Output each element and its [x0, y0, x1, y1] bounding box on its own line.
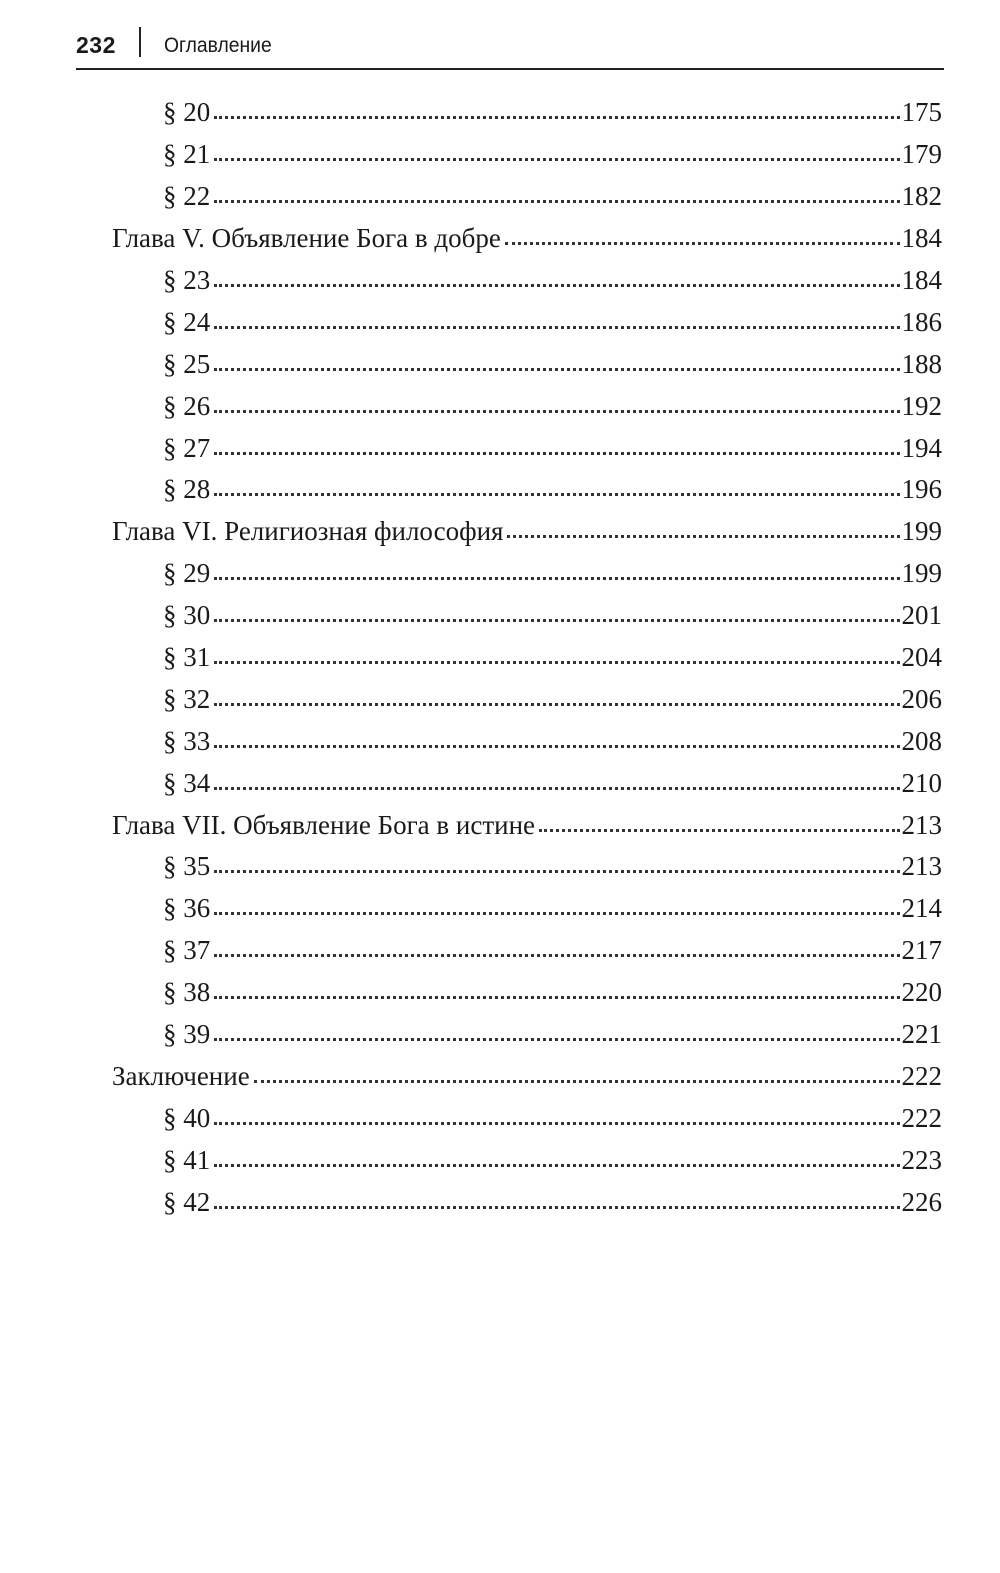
toc-section-entry [0, 1014, 1000, 1056]
dot-leader [214, 1206, 899, 1209]
dot-leader [214, 787, 899, 790]
toc-entry-label: Глава VII. Объявление Бога в истине [112, 809, 535, 840]
toc-entry-page-number: 199 [901, 516, 942, 547]
toc-section-entry [0, 678, 1000, 720]
toc-entry-page-number: 208 [901, 725, 942, 756]
dot-leader [505, 242, 900, 245]
dot-leader [214, 493, 899, 496]
toc-entry-page-number: 214 [901, 893, 942, 924]
toc-entry-label: § 36 [163, 893, 211, 924]
toc-entry-page-number: 213 [901, 851, 942, 882]
toc-section-entry [0, 1181, 1000, 1223]
toc-section-entry [0, 762, 1000, 804]
toc-entry-label: § 21 [163, 139, 211, 170]
toc-entry-label: § 30 [163, 600, 211, 631]
toc-section-entry [0, 427, 1000, 469]
toc-section-entry [0, 553, 1000, 595]
toc-entry-page-number: 182 [901, 181, 942, 212]
toc-entry-label: § 28 [163, 474, 211, 505]
toc-entry-label: § 41 [163, 1144, 211, 1175]
dot-leader [214, 1122, 899, 1125]
toc-entry-page-number: 210 [901, 767, 942, 798]
page-number: 232 [76, 32, 116, 58]
dot-leader [214, 410, 899, 413]
toc-entry-page-number: 175 [901, 97, 942, 128]
dot-leader [214, 1038, 899, 1041]
toc-chapter-entry [0, 1055, 1000, 1097]
dot-leader [214, 577, 899, 580]
toc-entry-label: § 31 [163, 642, 211, 673]
dot-leader [214, 661, 899, 664]
toc-section-entry [0, 301, 1000, 343]
toc-entry-page-number: 220 [901, 977, 942, 1008]
toc-section-entry [0, 595, 1000, 637]
dot-leader [214, 703, 899, 706]
header-divider [139, 27, 141, 57]
toc-entry-label: § 24 [163, 306, 211, 337]
toc-entry-page-number: 201 [901, 600, 942, 631]
toc-entry-page-number: 206 [901, 683, 942, 714]
toc-entry-page-number: 221 [901, 1019, 942, 1050]
toc-section-entry [0, 469, 1000, 511]
toc-section-entry [0, 930, 1000, 972]
dot-leader [214, 954, 899, 957]
dot-leader [507, 535, 899, 538]
toc-section-entry [0, 846, 1000, 888]
dot-leader [214, 452, 899, 455]
toc-entry-label: § 37 [163, 935, 211, 966]
dot-leader [254, 1080, 900, 1083]
toc-section-entry [0, 176, 1000, 218]
toc-entry-page-number: 199 [901, 558, 942, 589]
toc-entry-page-number: 194 [901, 432, 942, 463]
toc-section-entry [0, 92, 1000, 134]
toc-section-entry [0, 888, 1000, 930]
page-header [76, 22, 944, 70]
dot-leader [214, 912, 899, 915]
toc-entry-label: Глава VI. Религиозная философия [112, 516, 504, 547]
dot-leader [539, 829, 900, 832]
dot-leader [214, 1164, 899, 1167]
toc-entry-label: § 40 [163, 1102, 211, 1133]
running-title: Оглавление [164, 34, 272, 57]
toc-entry-page-number: 184 [901, 223, 942, 254]
dot-leader [214, 870, 899, 873]
table-of-contents [0, 92, 1000, 1223]
toc-entry-label: § 27 [163, 432, 211, 463]
toc-entry-page-number: 188 [901, 348, 942, 379]
toc-entry-label: § 25 [163, 348, 211, 379]
toc-entry-label: § 29 [163, 558, 211, 589]
toc-section-entry [0, 134, 1000, 176]
toc-section-entry [0, 1139, 1000, 1181]
toc-entry-page-number: 192 [901, 390, 942, 421]
dot-leader [214, 368, 899, 371]
dot-leader [214, 158, 899, 161]
toc-entry-page-number: 213 [901, 809, 942, 840]
toc-section-entry [0, 720, 1000, 762]
toc-section-entry [0, 1097, 1000, 1139]
toc-entry-label: § 23 [163, 265, 211, 295]
toc-entry-label: Заключение [112, 1060, 250, 1091]
toc-entry-page-number: 196 [901, 474, 942, 505]
toc-section-entry [0, 637, 1000, 679]
toc-section-entry [0, 972, 1000, 1014]
toc-entry-page-number: 184 [901, 265, 942, 295]
toc-entry-page-number: 222 [901, 1102, 942, 1133]
toc-entry-label: § 34 [163, 767, 211, 798]
toc-entry-page-number: 226 [901, 1186, 942, 1217]
toc-entry-page-number: 204 [901, 642, 942, 673]
toc-entry-page-number: 179 [901, 139, 942, 170]
dot-leader [214, 326, 899, 329]
toc-entry-label: Глава V. Объявление Бога в добре [112, 223, 501, 254]
toc-entry-label: § 35 [163, 851, 211, 882]
toc-entry-page-number: 186 [901, 306, 942, 337]
toc-entry-label: § 20 [163, 97, 211, 128]
dot-leader [214, 284, 899, 287]
toc-entry-page-number: 222 [901, 1060, 942, 1091]
dot-leader [214, 200, 899, 203]
dot-leader [214, 116, 899, 119]
dot-leader [214, 745, 899, 748]
toc-chapter-entry [0, 804, 1000, 846]
toc-section-entry [0, 343, 1000, 385]
toc-section-entry [0, 260, 1000, 302]
dot-leader [214, 619, 899, 622]
toc-chapter-entry [0, 218, 1000, 260]
toc-entry-label: § 39 [163, 1019, 211, 1050]
dot-leader [214, 996, 899, 999]
toc-entry-page-number: 217 [901, 935, 942, 966]
toc-section-entry [0, 385, 1000, 427]
toc-entry-label: § 42 [163, 1186, 211, 1217]
toc-entry-page-number: 223 [901, 1144, 942, 1175]
toc-entry-label: § 38 [163, 977, 211, 1008]
toc-entry-label: § 32 [163, 683, 211, 714]
toc-entry-label: § 26 [163, 390, 211, 421]
toc-entry-label: § 22 [163, 181, 211, 212]
toc-entry-label: § 33 [163, 725, 211, 756]
toc-chapter-entry [0, 511, 1000, 553]
